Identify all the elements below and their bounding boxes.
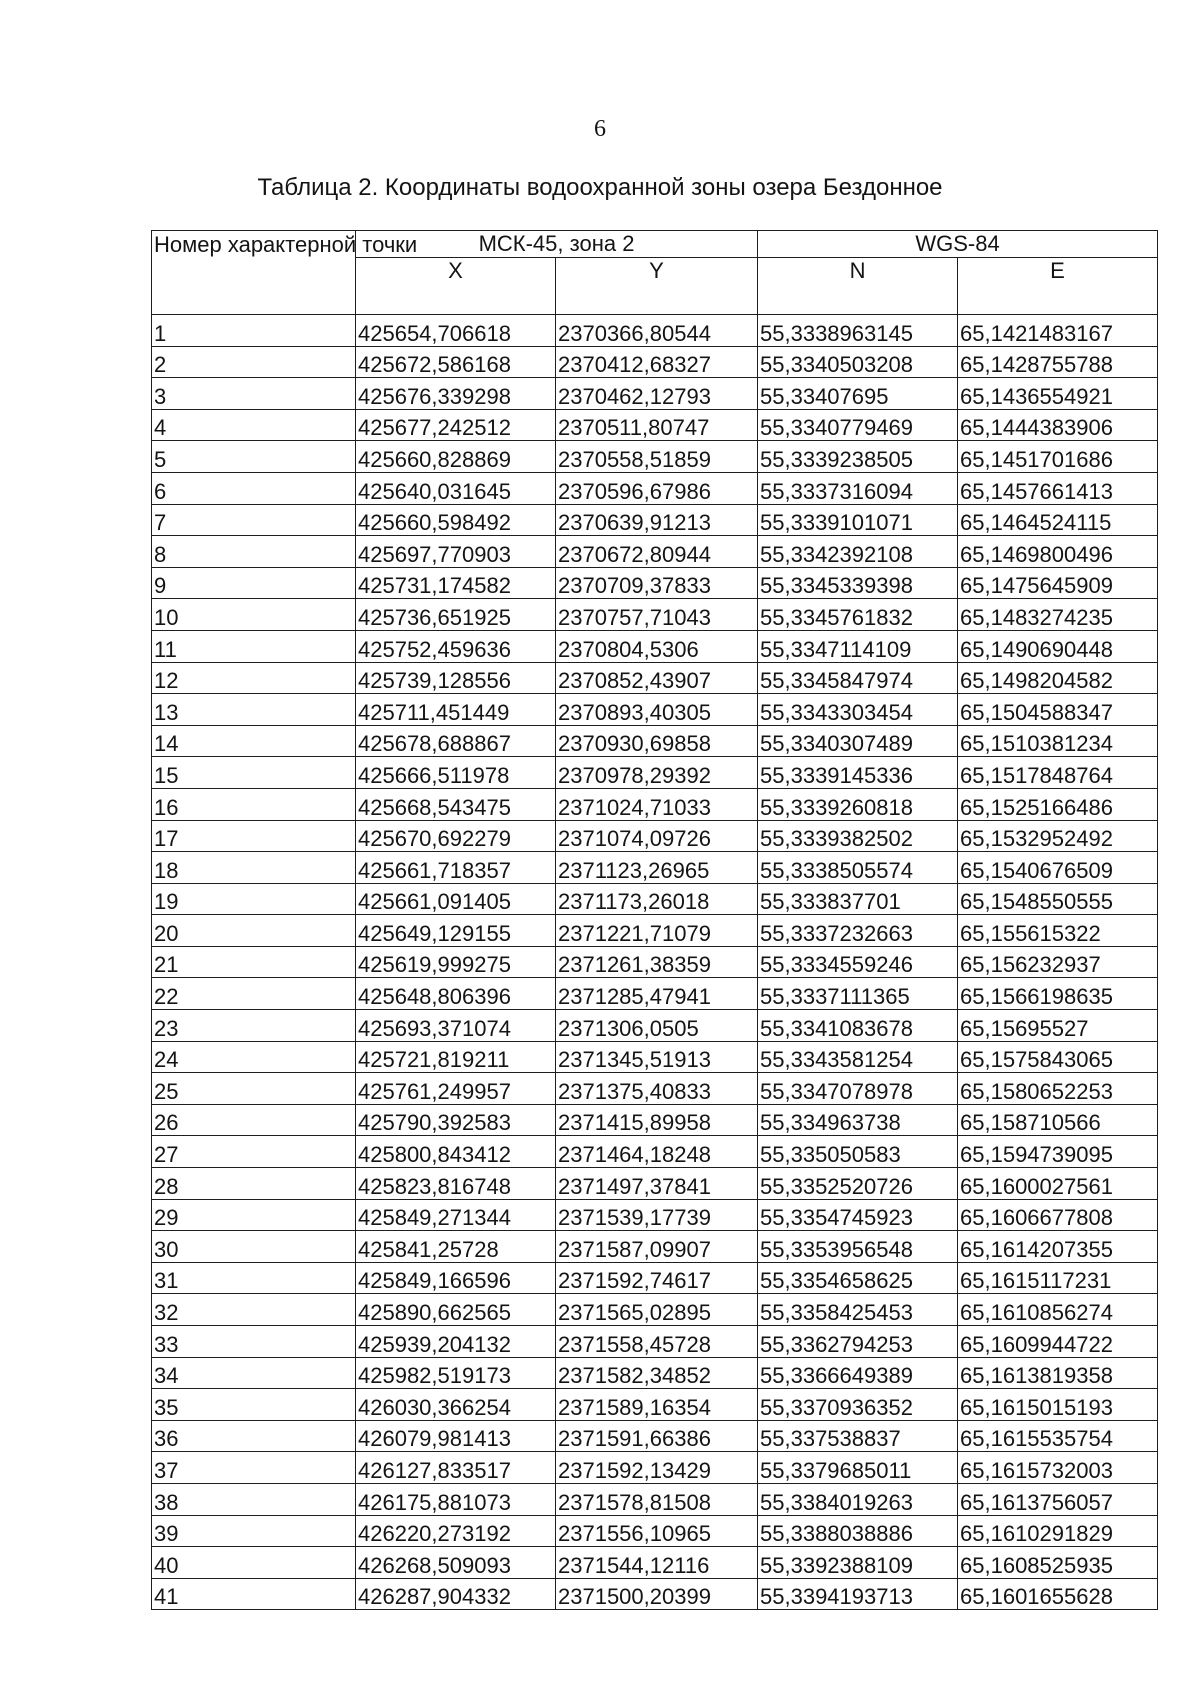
x-cell: 425823,816748 xyxy=(356,1168,556,1200)
point-number-cell: 38 xyxy=(152,1483,356,1515)
e-cell: 65,1498204582 xyxy=(958,662,1158,694)
point-number-cell: 34 xyxy=(152,1357,356,1389)
e-cell: 65,1566198635 xyxy=(958,978,1158,1010)
e-cell: 65,1421483167 xyxy=(958,315,1158,347)
e-cell: 65,1609944722 xyxy=(958,1326,1158,1358)
x-cell: 425849,271344 xyxy=(356,1199,556,1231)
table-row xyxy=(152,1199,1158,1231)
x-cell: 425890,662565 xyxy=(356,1294,556,1326)
x-cell: 425661,718357 xyxy=(356,852,556,884)
table-title: Таблица 2. Координаты водоохранной зоны озера Бездонное xyxy=(257,174,943,201)
x-cell: 425672,586168 xyxy=(356,346,556,378)
point-number-cell: 1 xyxy=(152,315,356,347)
e-cell: 65,158710566 xyxy=(958,1104,1158,1136)
y-cell: 2371173,26018 xyxy=(556,883,758,915)
x-cell: 425693,371074 xyxy=(356,1010,556,1042)
table-row xyxy=(152,1483,1158,1515)
n-cell: 55,3388038886 xyxy=(758,1515,958,1547)
table-row xyxy=(152,757,1158,789)
x-cell: 425670,692279 xyxy=(356,820,556,852)
coordinates-table xyxy=(151,230,1158,1610)
point-number-cell: 32 xyxy=(152,1294,356,1326)
x-cell: 425761,249957 xyxy=(356,1073,556,1105)
x-cell: 425939,204132 xyxy=(356,1326,556,1358)
header-row-groups xyxy=(152,231,1158,258)
e-cell: 65,1475645909 xyxy=(958,567,1158,599)
table-row xyxy=(152,630,1158,662)
y-cell: 2371539,17739 xyxy=(556,1199,758,1231)
y-cell: 2371565,02895 xyxy=(556,1294,758,1326)
e-cell: 65,1548550555 xyxy=(958,883,1158,915)
e-cell: 65,1606677808 xyxy=(958,1199,1158,1231)
point-number-cell: 7 xyxy=(152,504,356,536)
x-cell: 426175,881073 xyxy=(356,1483,556,1515)
x-cell: 426287,904332 xyxy=(356,1578,556,1610)
point-number-cell: 13 xyxy=(152,694,356,726)
x-cell: 426268,509093 xyxy=(356,1547,556,1579)
n-cell: 55,3354658625 xyxy=(758,1262,958,1294)
table-row xyxy=(152,599,1158,631)
point-number-cell: 4 xyxy=(152,409,356,441)
y-cell: 2371558,45728 xyxy=(556,1326,758,1358)
e-cell: 65,1457661413 xyxy=(958,472,1158,504)
e-cell: 65,1610291829 xyxy=(958,1515,1158,1547)
point-number-cell: 6 xyxy=(152,472,356,504)
n-cell: 55,3343581254 xyxy=(758,1041,958,1073)
x-cell: 425668,543475 xyxy=(356,788,556,820)
e-cell: 65,1615732003 xyxy=(958,1452,1158,1484)
y-cell: 2370804,5306 xyxy=(556,630,758,662)
e-cell: 65,1613756057 xyxy=(958,1483,1158,1515)
x-cell: 425849,166596 xyxy=(356,1262,556,1294)
x-cell: 425649,129155 xyxy=(356,915,556,947)
table-row xyxy=(152,1326,1158,1358)
e-cell: 65,1464524115 xyxy=(958,504,1158,536)
n-cell: 55,33407695 xyxy=(758,378,958,410)
x-cell: 426079,981413 xyxy=(356,1420,556,1452)
e-cell: 65,1613819358 xyxy=(958,1357,1158,1389)
header-n: N xyxy=(758,258,958,315)
x-cell: 425739,128556 xyxy=(356,662,556,694)
n-cell: 55,3392388109 xyxy=(758,1547,958,1579)
e-cell: 65,156232937 xyxy=(958,946,1158,978)
x-cell: 425666,511978 xyxy=(356,757,556,789)
n-cell: 55,3379685011 xyxy=(758,1452,958,1484)
n-cell: 55,3370936352 xyxy=(758,1389,958,1421)
n-cell: 55,3384019263 xyxy=(758,1483,958,1515)
e-cell: 65,1615015193 xyxy=(958,1389,1158,1421)
y-cell: 2370709,37833 xyxy=(556,567,758,599)
n-cell: 55,3345761832 xyxy=(758,599,958,631)
point-number-cell: 24 xyxy=(152,1041,356,1073)
header-e: E xyxy=(958,258,1158,315)
e-cell: 65,1615117231 xyxy=(958,1262,1158,1294)
table-row xyxy=(152,1357,1158,1389)
n-cell: 55,334963738 xyxy=(758,1104,958,1136)
point-number-cell: 18 xyxy=(152,852,356,884)
n-cell: 55,3337232663 xyxy=(758,915,958,947)
e-cell: 65,1490690448 xyxy=(958,630,1158,662)
e-cell: 65,15695527 xyxy=(958,1010,1158,1042)
x-cell: 425711,451449 xyxy=(356,694,556,726)
x-cell: 425697,770903 xyxy=(356,536,556,568)
point-number-cell: 25 xyxy=(152,1073,356,1105)
point-number-cell: 9 xyxy=(152,567,356,599)
n-cell: 55,3334559246 xyxy=(758,946,958,978)
point-number-cell: 36 xyxy=(152,1420,356,1452)
table-row xyxy=(152,1010,1158,1042)
n-cell: 55,3338963145 xyxy=(758,315,958,347)
x-cell: 425648,806396 xyxy=(356,978,556,1010)
header-msk45-zone2: МСК-45, зона 2 xyxy=(356,231,758,258)
n-cell: 55,3340503208 xyxy=(758,346,958,378)
point-number-cell: 37 xyxy=(152,1452,356,1484)
e-cell: 65,1540676509 xyxy=(958,852,1158,884)
header-x: X xyxy=(356,258,556,315)
table-row xyxy=(152,662,1158,694)
point-number-cell: 39 xyxy=(152,1515,356,1547)
y-cell: 2371345,51913 xyxy=(556,1041,758,1073)
e-cell: 65,1615535754 xyxy=(958,1420,1158,1452)
table-row xyxy=(152,1168,1158,1200)
table-row xyxy=(152,409,1158,441)
y-cell: 2370672,80944 xyxy=(556,536,758,568)
point-number-cell: 17 xyxy=(152,820,356,852)
e-cell: 65,1610856274 xyxy=(958,1294,1158,1326)
point-number-cell: 3 xyxy=(152,378,356,410)
n-cell: 55,3347078978 xyxy=(758,1073,958,1105)
n-cell: 55,3342392108 xyxy=(758,536,958,568)
y-cell: 2370852,43907 xyxy=(556,662,758,694)
y-cell: 2371261,38359 xyxy=(556,946,758,978)
table-row xyxy=(152,1104,1158,1136)
point-number-cell: 22 xyxy=(152,978,356,1010)
y-cell: 2371285,47941 xyxy=(556,978,758,1010)
x-cell: 425982,519173 xyxy=(356,1357,556,1389)
x-cell: 426127,833517 xyxy=(356,1452,556,1484)
e-cell: 65,1600027561 xyxy=(958,1168,1158,1200)
n-cell: 55,3347114109 xyxy=(758,630,958,662)
y-cell: 2371415,89958 xyxy=(556,1104,758,1136)
point-number-cell: 10 xyxy=(152,599,356,631)
y-cell: 2371592,74617 xyxy=(556,1262,758,1294)
y-cell: 2371578,81508 xyxy=(556,1483,758,1515)
n-cell: 55,3339145336 xyxy=(758,757,958,789)
y-cell: 2370639,91213 xyxy=(556,504,758,536)
n-cell: 55,3352520726 xyxy=(758,1168,958,1200)
e-cell: 65,1594739095 xyxy=(958,1136,1158,1168)
table-row xyxy=(152,694,1158,726)
table-row xyxy=(152,567,1158,599)
y-cell: 2371544,12116 xyxy=(556,1547,758,1579)
x-cell: 425721,819211 xyxy=(356,1041,556,1073)
point-number-cell: 2 xyxy=(152,346,356,378)
y-cell: 2371592,13429 xyxy=(556,1452,758,1484)
x-cell: 425654,706618 xyxy=(356,315,556,347)
x-cell: 426220,273192 xyxy=(356,1515,556,1547)
point-number-cell: 40 xyxy=(152,1547,356,1579)
x-cell: 425619,999275 xyxy=(356,946,556,978)
y-cell: 2370757,71043 xyxy=(556,599,758,631)
y-cell: 2371587,09907 xyxy=(556,1231,758,1263)
n-cell: 55,3358425453 xyxy=(758,1294,958,1326)
point-number-cell: 5 xyxy=(152,441,356,473)
point-number-cell: 30 xyxy=(152,1231,356,1263)
point-number-cell: 21 xyxy=(152,946,356,978)
table-row xyxy=(152,536,1158,568)
n-cell: 55,3394193713 xyxy=(758,1578,958,1610)
n-cell: 55,3338505574 xyxy=(758,852,958,884)
y-cell: 2371497,37841 xyxy=(556,1168,758,1200)
y-cell: 2370366,80544 xyxy=(556,315,758,347)
table-row xyxy=(152,441,1158,473)
e-cell: 65,1614207355 xyxy=(958,1231,1158,1263)
n-cell: 55,3340307489 xyxy=(758,725,958,757)
y-cell: 2371556,10965 xyxy=(556,1515,758,1547)
table-row xyxy=(152,1294,1158,1326)
y-cell: 2371375,40833 xyxy=(556,1073,758,1105)
header-point-number: Номер характерной точки xyxy=(152,231,356,315)
table-row xyxy=(152,315,1158,347)
x-cell: 425661,091405 xyxy=(356,883,556,915)
y-cell: 2371306,0505 xyxy=(556,1010,758,1042)
n-cell: 55,3354745923 xyxy=(758,1199,958,1231)
table-row xyxy=(152,788,1158,820)
y-cell: 2370978,29392 xyxy=(556,757,758,789)
e-cell: 65,1580652253 xyxy=(958,1073,1158,1105)
point-number-cell: 12 xyxy=(152,662,356,694)
point-number-cell: 31 xyxy=(152,1262,356,1294)
table-row xyxy=(152,1420,1158,1452)
x-cell: 425677,242512 xyxy=(356,409,556,441)
n-cell: 55,333837701 xyxy=(758,883,958,915)
n-cell: 55,3337316094 xyxy=(758,472,958,504)
table-row xyxy=(152,1547,1158,1579)
point-number-cell: 27 xyxy=(152,1136,356,1168)
x-cell: 425640,031645 xyxy=(356,472,556,504)
table-row xyxy=(152,1231,1158,1263)
y-cell: 2371464,18248 xyxy=(556,1136,758,1168)
e-cell: 65,1504588347 xyxy=(958,694,1158,726)
point-number-cell: 15 xyxy=(152,757,356,789)
point-number-cell: 8 xyxy=(152,536,356,568)
y-cell: 2370930,69858 xyxy=(556,725,758,757)
y-cell: 2371221,71079 xyxy=(556,915,758,947)
table-row xyxy=(152,1262,1158,1294)
n-cell: 55,3339101071 xyxy=(758,504,958,536)
y-cell: 2371589,16354 xyxy=(556,1389,758,1421)
x-cell: 425660,828869 xyxy=(356,441,556,473)
y-cell: 2370596,67986 xyxy=(556,472,758,504)
point-number-cell: 28 xyxy=(152,1168,356,1200)
x-cell: 425790,392583 xyxy=(356,1104,556,1136)
table-row xyxy=(152,1389,1158,1421)
table-row xyxy=(152,725,1158,757)
x-cell: 426030,366254 xyxy=(356,1389,556,1421)
e-cell: 65,1532952492 xyxy=(958,820,1158,852)
e-cell: 65,1483274235 xyxy=(958,599,1158,631)
table-row xyxy=(152,946,1158,978)
table-row xyxy=(152,820,1158,852)
point-number-cell: 14 xyxy=(152,725,356,757)
x-cell: 425678,688867 xyxy=(356,725,556,757)
e-cell: 65,1510381234 xyxy=(958,725,1158,757)
point-number-cell: 26 xyxy=(152,1104,356,1136)
n-cell: 55,3339260818 xyxy=(758,788,958,820)
table-row xyxy=(152,1041,1158,1073)
e-cell: 65,1469800496 xyxy=(958,536,1158,568)
e-cell: 65,1575843065 xyxy=(958,1041,1158,1073)
point-number-cell: 11 xyxy=(152,630,356,662)
n-cell: 55,3337111365 xyxy=(758,978,958,1010)
table-row xyxy=(152,1452,1158,1484)
table-row xyxy=(152,378,1158,410)
y-cell: 2370462,12793 xyxy=(556,378,758,410)
y-cell: 2371591,66386 xyxy=(556,1420,758,1452)
table-row xyxy=(152,883,1158,915)
n-cell: 55,3362794253 xyxy=(758,1326,958,1358)
e-cell: 65,1525166486 xyxy=(958,788,1158,820)
point-number-cell: 23 xyxy=(152,1010,356,1042)
y-cell: 2370412,68327 xyxy=(556,346,758,378)
table-row xyxy=(152,1136,1158,1168)
table-body xyxy=(152,315,1158,1610)
n-cell: 55,3345339398 xyxy=(758,567,958,599)
page-number: 6 xyxy=(594,116,606,142)
e-cell: 65,1436554921 xyxy=(958,378,1158,410)
e-cell: 65,1451701686 xyxy=(958,441,1158,473)
table-row xyxy=(152,504,1158,536)
n-cell: 55,3339238505 xyxy=(758,441,958,473)
y-cell: 2371500,20399 xyxy=(556,1578,758,1610)
point-number-cell: 29 xyxy=(152,1199,356,1231)
n-cell: 55,335050583 xyxy=(758,1136,958,1168)
x-cell: 425752,459636 xyxy=(356,630,556,662)
y-cell: 2371123,26965 xyxy=(556,852,758,884)
table-row xyxy=(152,978,1158,1010)
y-cell: 2370558,51859 xyxy=(556,441,758,473)
n-cell: 55,337538837 xyxy=(758,1420,958,1452)
header-wgs84: WGS-84 xyxy=(758,231,1158,258)
point-number-cell: 33 xyxy=(152,1326,356,1358)
table-row xyxy=(152,1578,1158,1610)
n-cell: 55,3340779469 xyxy=(758,409,958,441)
table-row xyxy=(152,346,1158,378)
e-cell: 65,1601655628 xyxy=(958,1578,1158,1610)
n-cell: 55,3353956548 xyxy=(758,1231,958,1263)
n-cell: 55,3343303454 xyxy=(758,694,958,726)
point-number-cell: 41 xyxy=(152,1578,356,1610)
e-cell: 65,1608525935 xyxy=(958,1547,1158,1579)
n-cell: 55,3339382502 xyxy=(758,820,958,852)
table-row xyxy=(152,852,1158,884)
n-cell: 55,3341083678 xyxy=(758,1010,958,1042)
point-number-cell: 19 xyxy=(152,883,356,915)
x-cell: 425800,843412 xyxy=(356,1136,556,1168)
y-cell: 2371074,09726 xyxy=(556,820,758,852)
e-cell: 65,155615322 xyxy=(958,915,1158,947)
x-cell: 425841,25728 xyxy=(356,1231,556,1263)
e-cell: 65,1517848764 xyxy=(958,757,1158,789)
y-cell: 2370893,40305 xyxy=(556,694,758,726)
point-number-cell: 35 xyxy=(152,1389,356,1421)
x-cell: 425660,598492 xyxy=(356,504,556,536)
x-cell: 425731,174582 xyxy=(356,567,556,599)
point-number-cell: 16 xyxy=(152,788,356,820)
e-cell: 65,1428755788 xyxy=(958,346,1158,378)
e-cell: 65,1444383906 xyxy=(958,409,1158,441)
n-cell: 55,3366649389 xyxy=(758,1357,958,1389)
header-y: Y xyxy=(556,258,758,315)
table-row xyxy=(152,1073,1158,1105)
x-cell: 425736,651925 xyxy=(356,599,556,631)
y-cell: 2371582,34852 xyxy=(556,1357,758,1389)
x-cell: 425676,339298 xyxy=(356,378,556,410)
table-row xyxy=(152,472,1158,504)
y-cell: 2370511,80747 xyxy=(556,409,758,441)
point-number-cell: 20 xyxy=(152,915,356,947)
table-row xyxy=(152,915,1158,947)
y-cell: 2371024,71033 xyxy=(556,788,758,820)
n-cell: 55,3345847974 xyxy=(758,662,958,694)
table-row xyxy=(152,1515,1158,1547)
